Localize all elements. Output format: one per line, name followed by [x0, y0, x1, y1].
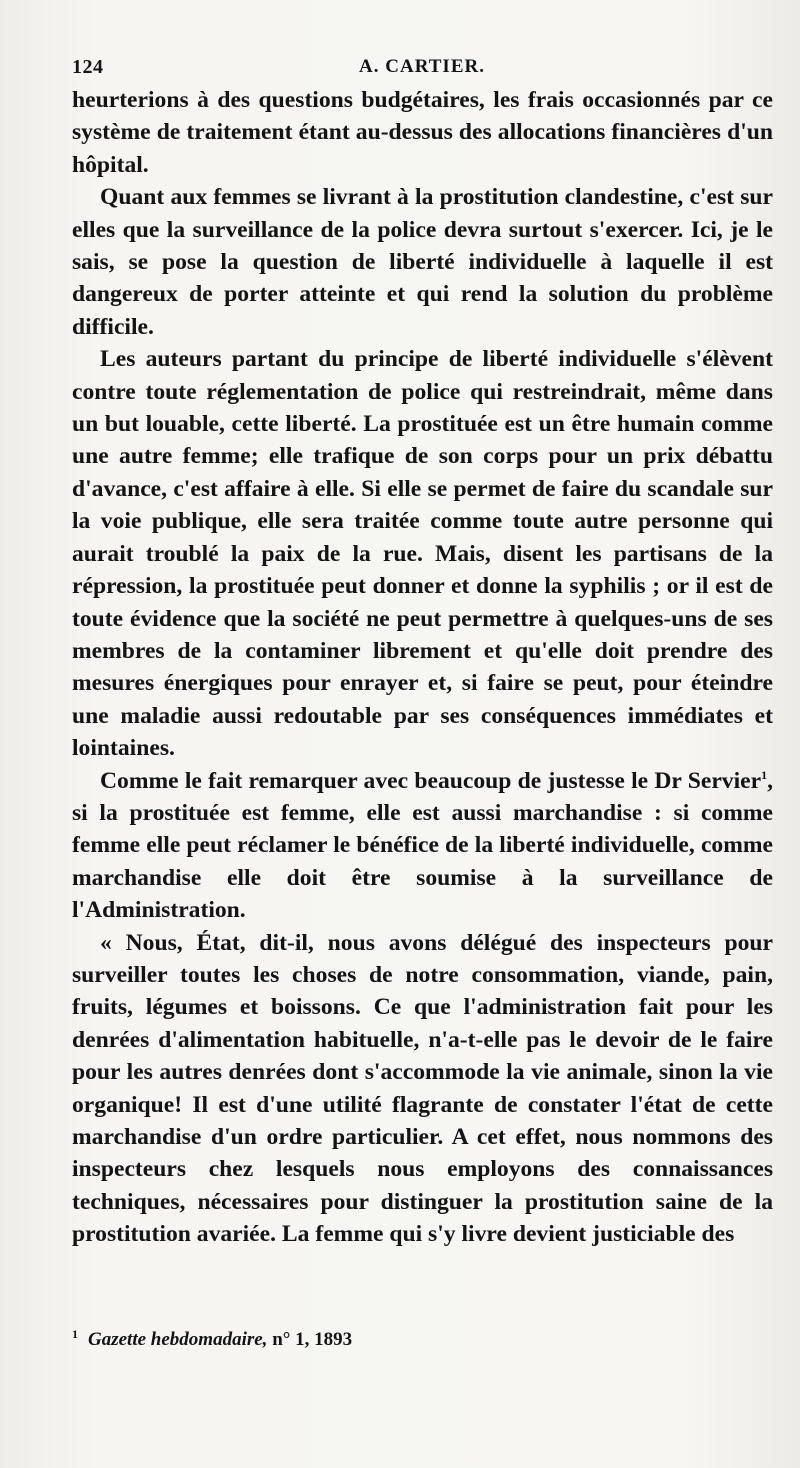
- footnote-reference: 1: [761, 767, 768, 782]
- paragraph-continuation: heurterions à des questions budgétaires, les frais occasionnés par ce système de traitement étant au-dessus des allocations financières d'un hôpital.: [72, 87, 773, 178]
- servier-text-after: , si la prostituée est femme, elle est aussi marchandise : si comme femme elle peut réclamer le bénéfice de la liberté individuelle, comme marchandise elle doit être soumise à la surveillance de l'Administration.: [72, 767, 773, 924]
- body-text: [72, 84, 773, 1251]
- servier-text-before: Comme le fait remarquer avec beaucoup de justesse le Dr Servier: [100, 767, 762, 794]
- paragraph-liberty: Les auteurs partant du principe de liberté individuelle s'élèvent contre toute réglementation de police qui restreindrait, même dans un but louable, cette liberté. La prostituée est un être humain comme une autre femme; elle trafique de son corps pour un prix débattu d'avance, c'est affaire à elle. Si elle se permet de faire du scandale sur la voie publique, elle sera traitée comme toute autre personne qui aurait troublé la paix de la rue. Mais, disent les partisans de la répression, la prostituée peut donner et donne la syphilis ; or il est de toute évidence que la société ne peut permettre à quelques-uns de ses membres de la contaminer librement et qu'elle doit prendre des mesures énergiques pour enrayer et, si faire se peut, pour éteindre une maladie aussi redoutable par ses conséquences immédiates et lointaines.: [72, 346, 773, 762]
- paragraph-servier: [72, 765, 773, 927]
- running-head: A. CARTIER.: [359, 56, 485, 77]
- page-number: 124: [72, 56, 104, 78]
- footnote-source-title: Gazette hebdomadaire,: [88, 1329, 268, 1350]
- paragraph-clandestine: Quant aux femmes se livrant à la prostitution clandestine, c'est sur elles que la surveillance de la police devra surtout s'exercer. Ici, je le sais, se pose la question de liberté individuelle à laquelle il est dangereux de porter atteinte et qui rend la solution du problème difficile.: [72, 184, 773, 340]
- page-header: [72, 56, 772, 82]
- footnote-source-detail: n° 1, 1893: [267, 1329, 353, 1350]
- paragraph-quotation: « Nous, État, dit-il, nous avons délégué des inspecteurs pour surveiller toutes les choses de notre consommation, viande, pain, fruits, légumes et boissons. Ce que l'administration fait pour les denrées d'alimentation habituelle, n'a-t-elle pas le devoir de le faire pour les autres denrées dont s'accommode la vie animale, sinon la vie organique! Il est d'une utilité flagrante de constater l'état de cette marchandise d'un ordre particulier. A cet effet, nous nommons des inspecteurs chez lesquels nous employons des connaissances techniques, nécessaires pour distinguer la prostitution saine de la prostitution avariée. La femme qui s'y livre devient justiciable des: [72, 929, 773, 1248]
- footnote: [72, 1327, 772, 1351]
- footnote-mark: 1: [72, 1327, 78, 1341]
